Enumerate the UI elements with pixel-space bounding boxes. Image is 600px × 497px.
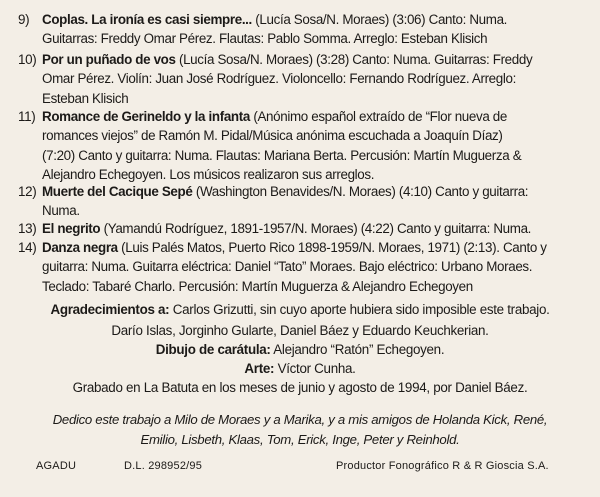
track-10 [18,50,596,108]
track-title: Romance de Gerineldo y la infanta [42,109,250,124]
track-details-line: Esteban Klisich [42,90,129,106]
acknowledgements-line-2: Darío Islas, Jorginho Gularte, Daniel Báez y Eduardo Keuchkerian. [111,323,489,338]
track-details: (Yamandú Rodríguez, 1891-1957/N. Moraes) (4:22) Canto y guitarra: Numa. [100,221,532,236]
track-details-line: Alejandro Echegoyen. Los músicos realizaron sus arreglos. [42,167,375,183]
track-details-line: romances viejos” de Ramón M. Pidal/Música anónima escuchada a Joaquín Díaz) [42,128,503,144]
art-label: Arte: [244,361,275,376]
agadu-label: AGADU [36,460,77,472]
recording-credit: Grabado en La Batuta en los meses de junio y agosto de 1994, por Daniel Báez. [72,380,528,395]
track-title: Danza negra [42,240,118,255]
track-details-line: Omar Pérez. Violín: Juan José Rodríguez. Violoncello: Fernando Rodríguez. Arreglo: [42,71,516,87]
track-number: 11) [18,109,36,124]
track-details: (Anónimo español extraído de “Flor nueva de [249,109,508,124]
track-9 [18,10,596,49]
track-details-line: Teclado: Tabaré Charlo. Percusión: Martín Muguerza & Alejandro Echegoyen [42,278,473,294]
track-11 [18,107,596,185]
art-text: Víctor Cunha. [274,361,356,376]
cover-label: Dibujo de carátula: [155,342,271,357]
track-details-line: Numa. [42,203,80,219]
dedication-line: Emilio, Lisbeth, Klaas, Tom, Erick, Inge, Peter y Reinhold. [140,432,460,447]
track-details-line: Guitarras: Freddy Omar Pérez. Flautas: Pablo Somma. Arreglo: Esteban Klisich [42,31,488,47]
track-number: 14) [18,240,37,255]
track-details: (Washington Benavides/N. Moraes) (4:10) Canto y guitarra: [192,184,529,199]
legal-deposit: D.L. 298952/95 [124,460,203,472]
track-number: 9) [18,12,30,27]
track-details: (Luis Palés Matos, Puerto Rico 1898-1959/N. Moraes, 1971) (2:13). Canto y [117,240,547,255]
dedication-line: Dedico este trabajo a Milo de Moraes y a Marika, y a mis amigos de Holanda Kick, René, [52,412,548,427]
track-13 [18,219,596,238]
track-details: (Lucía Sosa/N. Moraes) (3:28) Canto: Numa. Guitarras: Freddy [175,52,533,67]
track-number: 13) [18,221,37,236]
track-title: Muerte del Cacique Sepé [42,184,193,199]
thanks-label: Agradecimientos a: [50,302,170,317]
track-details: (Lucía Sosa/N. Moraes) (3:06) Canto: Numa. [251,12,508,27]
track-title: Coplas. La ironía es casi siempre... [42,12,252,27]
track-number: 12) [18,184,37,199]
thanks-text: Carlos Grizutti, sin cuyo aporte hubiera sido imposible este trabajo. [169,302,550,317]
track-12 [18,182,596,221]
track-title: El negrito [42,221,101,236]
cover-text: Alejandro “Ratón” Echegoyen. [270,342,445,357]
acknowledgements [0,300,600,319]
art-credit [0,359,600,378]
track-details-line: (7:20) Canto y guitarra: Numa. Flautas: Mariana Berta. Percusión: Martín Muguerza & [42,147,522,163]
producer-credit: Productor Fonográfico R & R Gioscia S.A. [336,460,549,472]
track-14 [18,238,596,296]
track-title: Por un puñado de vos [42,52,176,67]
track-details-line: guitarra: Numa. Guitarra eléctrica: Daniel “Tato” Moraes. Bajo eléctrico: Urbano Moraes. [42,259,533,275]
cover-credit [0,340,600,359]
track-number: 10) [18,52,37,67]
